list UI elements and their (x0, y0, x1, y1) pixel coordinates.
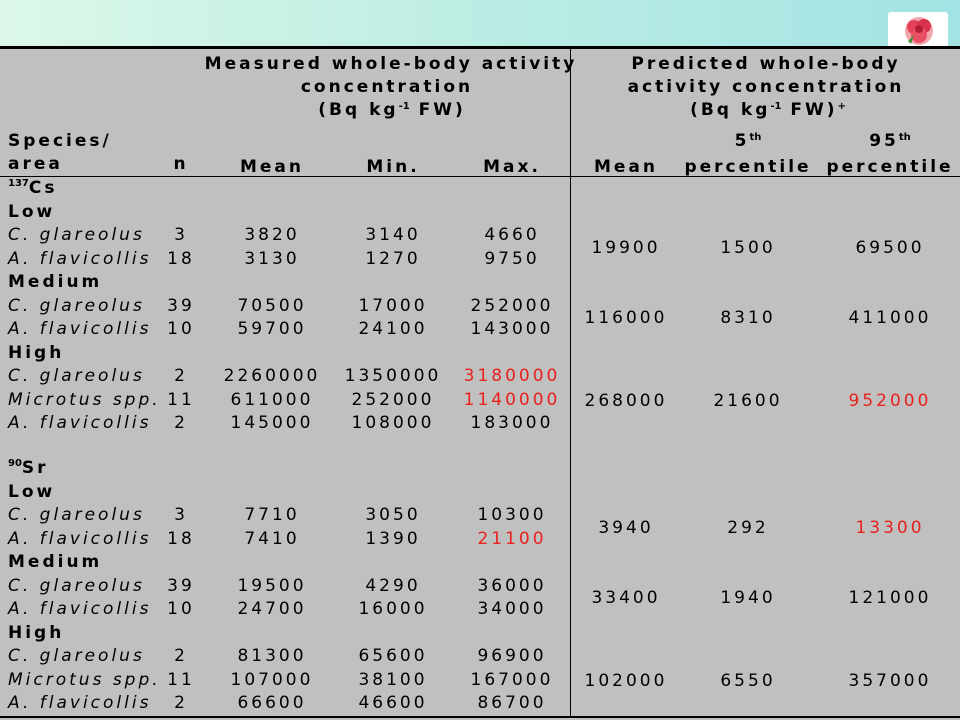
mean-cell: 81300 (237, 646, 307, 666)
mean-cell: 3820 (244, 225, 300, 245)
p5-percentile-label: percentile (684, 157, 812, 177)
species-name: Microtus spp. (8, 389, 161, 410)
species-name: A. flavicollis (8, 248, 152, 269)
n-cell: 39 (167, 295, 195, 316)
min-cell: 24100 (358, 319, 428, 339)
n-cell: 3 (174, 505, 188, 525)
area-header: area (8, 154, 63, 174)
area-label: Low (8, 481, 56, 502)
n-cell: 10 (167, 599, 195, 619)
species-name: C. glareolus (8, 366, 145, 386)
n-cell: 2 (174, 366, 188, 386)
max-cell: 10300 (477, 505, 547, 525)
predicted-mean-cell: 116000 (584, 308, 668, 329)
max-cell: 21100 (477, 528, 547, 549)
p5-cell: 1940 (720, 588, 776, 609)
predicted-mean-cell: 33400 (591, 588, 661, 609)
table-top-rule (0, 46, 960, 49)
isotope-heading (8, 458, 49, 478)
min-cell: 65600 (358, 646, 428, 666)
mean-cell: 2260000 (223, 366, 321, 386)
species-header: Species/ (8, 131, 112, 151)
table-bottom-rule (0, 716, 960, 718)
predicted-mean-cell: 3940 (598, 517, 654, 538)
max-cell: 252000 (470, 295, 554, 316)
max-cell: 3180000 (463, 366, 561, 386)
predicted-header-line1: Predicted whole-body (631, 54, 901, 74)
mean-cell: 7410 (244, 528, 300, 549)
max-cell: 96900 (477, 646, 547, 666)
max-cell: 167000 (470, 669, 554, 690)
p5-cell: 292 (727, 517, 769, 538)
p5-cell: 1500 (720, 237, 776, 258)
min-cell: 3050 (365, 505, 421, 525)
species-name: A. flavicollis (8, 693, 152, 713)
species-name: A. flavicollis (8, 528, 152, 549)
measured-header-line2: concentration (300, 77, 474, 97)
p5-header: 5th (734, 131, 762, 151)
mean-cell: 24700 (237, 599, 307, 619)
species-name: A. flavicollis (8, 319, 152, 339)
predicted-mean-cell: 102000 (584, 670, 668, 691)
species-name: Microtus spp. (8, 669, 161, 690)
isotope-symbol: Cs (28, 178, 58, 198)
isotope-heading (8, 178, 57, 198)
mean-header: Mean (239, 157, 305, 177)
max-header: Max. (483, 157, 541, 177)
species-name: A. flavicollis (8, 599, 152, 619)
n-cell: 18 (167, 528, 195, 549)
isotope-mass: 90 (8, 458, 22, 469)
min-cell: 1350000 (344, 366, 442, 386)
n-cell: 18 (167, 248, 195, 269)
p95-header: 95th (869, 131, 911, 151)
n-cell: 2 (174, 693, 188, 713)
min-cell: 38100 (358, 669, 428, 690)
isotope-symbol: Sr (21, 458, 49, 478)
species-name: C. glareolus (8, 646, 145, 666)
p5-cell: 6550 (720, 670, 776, 691)
area-label: Low (8, 201, 56, 222)
n-cell: 3 (174, 225, 188, 245)
n-cell: 2 (174, 646, 188, 666)
predicted-mean-cell: 268000 (584, 390, 668, 411)
isotope-mass: 137 (8, 178, 29, 189)
n-cell: 10 (167, 319, 195, 339)
p95-cell: 411000 (848, 308, 932, 329)
predicted-header-units: (Bq $kg^{-1}$ FW)+ (690, 100, 846, 120)
rose-flower-icon (902, 13, 936, 47)
area-label: Medium (8, 552, 103, 572)
n-cell: 11 (167, 389, 195, 410)
max-cell: 36000 (477, 575, 547, 596)
min-cell: 17000 (358, 295, 428, 316)
mean-cell: 611000 (230, 389, 314, 410)
header-bottom-rule (0, 176, 960, 177)
logo (888, 12, 948, 48)
mean-cell: 59700 (237, 319, 307, 339)
species-name: C. glareolus (8, 505, 145, 525)
p95-percentile-label: percentile (826, 157, 954, 177)
predicted-header-line2: activity concentration (627, 77, 905, 97)
mean-cell: 7710 (244, 505, 300, 525)
predicted-mean-cell: 19900 (591, 237, 661, 258)
p95-cell: 357000 (848, 670, 932, 691)
min-cell: 1270 (365, 248, 421, 269)
mean-cell: 107000 (230, 669, 314, 690)
area-label: Medium (8, 272, 103, 292)
min-cell: 1390 (365, 528, 421, 549)
species-name: C. glareolus (8, 575, 145, 596)
mean-cell: 66600 (237, 693, 307, 713)
p95-cell: 69500 (855, 237, 925, 258)
p95-cell: 13300 (855, 517, 925, 538)
mean-cell: 70500 (237, 295, 307, 316)
p95-cell: 952000 (848, 390, 932, 411)
p95-cell: 121000 (848, 588, 932, 609)
min-cell: 4290 (365, 575, 421, 596)
mean-cell: 3130 (244, 248, 300, 269)
mean-cell: 19500 (237, 575, 307, 596)
max-cell: 86700 (477, 693, 547, 713)
measured-header-units: (Bq $kg^{-1}$ FW) (318, 100, 466, 120)
min-cell: 252000 (351, 389, 435, 410)
max-cell: 9750 (484, 248, 540, 269)
min-cell: 16000 (358, 599, 428, 619)
p5-cell: 21600 (713, 390, 783, 411)
n-cell: 39 (167, 575, 195, 596)
p5-cell: 8310 (720, 308, 776, 329)
title-band (0, 0, 960, 46)
max-cell: 4660 (484, 225, 540, 245)
area-label: High (8, 342, 65, 363)
max-cell: 1140000 (463, 389, 561, 410)
min-cell: 108000 (351, 413, 435, 433)
n-cell: 11 (167, 669, 195, 690)
n-header: n (173, 154, 189, 174)
max-cell: 34000 (477, 599, 547, 619)
species-name: C. glareolus (8, 225, 145, 245)
min-header: Min. (366, 157, 420, 177)
min-cell: 3140 (365, 225, 421, 245)
max-cell: 143000 (470, 319, 554, 339)
species-name: C. glareolus (8, 295, 145, 316)
max-cell: 183000 (470, 413, 554, 433)
species-name: A. flavicollis (8, 413, 152, 433)
n-cell: 2 (174, 413, 188, 433)
min-cell: 46600 (358, 693, 428, 713)
mean-cell: 145000 (230, 413, 314, 433)
measured-header-line1: Measured whole-body activity (204, 54, 578, 74)
column-divider (570, 49, 571, 716)
pred-mean-header: Mean (593, 157, 659, 177)
area-label: High (8, 622, 65, 643)
